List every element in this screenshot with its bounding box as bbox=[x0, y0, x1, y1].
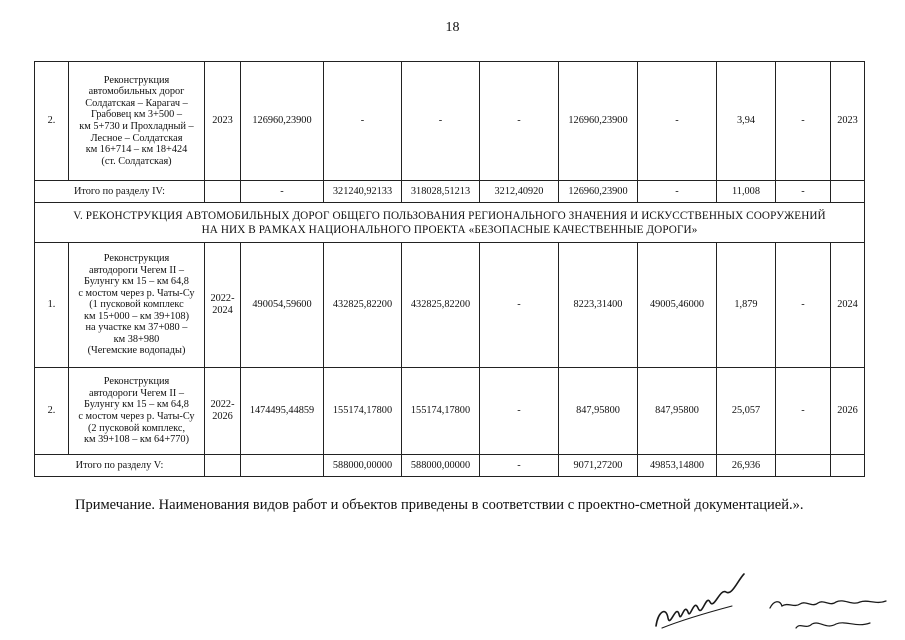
cell-c5: 155174,17800 bbox=[324, 368, 402, 455]
total-c6: 588000,00000 bbox=[402, 455, 480, 477]
cell-c10: 1,879 bbox=[717, 243, 776, 368]
cell-c4: 1474495,44859 bbox=[241, 368, 324, 455]
cell-c4: 126960,23900 bbox=[241, 62, 324, 181]
total-c4: - bbox=[241, 181, 324, 203]
cell-c7: - bbox=[480, 243, 559, 368]
total-c7: 3212,40920 bbox=[480, 181, 559, 203]
total-c9: 49853,14800 bbox=[638, 455, 717, 477]
footnote: Примечание. Наименования видов работ и объектов приведены в соответствии с проектно-сметной документацией.». bbox=[75, 497, 804, 513]
cell-c11: - bbox=[776, 368, 831, 455]
row-number: 1. bbox=[35, 243, 69, 368]
cell-c8: 126960,23900 bbox=[559, 62, 638, 181]
table-row bbox=[35, 243, 865, 368]
cell-c9: 49005,46000 bbox=[638, 243, 717, 368]
cell-c12: 2026 bbox=[831, 368, 865, 455]
total-label: Итого по разделу V: bbox=[35, 455, 205, 477]
total-c10: 26,936 bbox=[717, 455, 776, 477]
total-row-section-4 bbox=[35, 181, 865, 203]
handwritten-name-and-date bbox=[766, 590, 896, 636]
cell-c7: - bbox=[480, 368, 559, 455]
cell-c8: 847,95800 bbox=[559, 368, 638, 455]
cell-c5: - bbox=[324, 62, 402, 181]
total-c11: - bbox=[776, 181, 831, 203]
handwritten-signature bbox=[652, 568, 752, 636]
total-c7: - bbox=[480, 455, 559, 477]
section-heading: V. РЕКОНСТРУКЦИЯ АВТОМОБИЛЬНЫХ ДОРОГ ОБЩЕГО ПОЛЬЗОВАНИЯ РЕГИОНАЛЬНОГО ЗНАЧЕНИЯ И ИСКУССТВЕННЫХ СООРУЖЕНИЙ НА НИХ В РАМКАХ НАЦИОНАЛЬНОГО ПРОЕКТА «БЕЗОПАСНЫЕ КАЧЕСТВЕННЫЕ ДОРОГИ» bbox=[35, 203, 865, 243]
period-cell: 2022- 2024 bbox=[205, 243, 241, 368]
cell-c7: - bbox=[480, 62, 559, 181]
cell-c12: 2023 bbox=[831, 62, 865, 181]
row-number: 2. bbox=[35, 368, 69, 455]
total-c9: - bbox=[638, 181, 717, 203]
cell-c6: 155174,17800 bbox=[402, 368, 480, 455]
cell-c9: - bbox=[638, 62, 717, 181]
total-row-section-5 bbox=[35, 455, 865, 477]
cell-c11: - bbox=[776, 243, 831, 368]
total-c12 bbox=[831, 455, 865, 477]
total-c5: 321240,92133 bbox=[324, 181, 402, 203]
cell-c9: 847,95800 bbox=[638, 368, 717, 455]
cell-c6: - bbox=[402, 62, 480, 181]
total-period bbox=[205, 455, 241, 477]
total-c8: 9071,27200 bbox=[559, 455, 638, 477]
total-c4 bbox=[241, 455, 324, 477]
period-cell: 2022- 2026 bbox=[205, 368, 241, 455]
row-number: 2. bbox=[35, 62, 69, 181]
cell-c10: 25,057 bbox=[717, 368, 776, 455]
cell-c4: 490054,59600 bbox=[241, 243, 324, 368]
cell-c5: 432825,82200 bbox=[324, 243, 402, 368]
investment-table bbox=[34, 61, 865, 477]
total-c6: 318028,51213 bbox=[402, 181, 480, 203]
table-row bbox=[35, 368, 865, 455]
cell-c12: 2024 bbox=[831, 243, 865, 368]
object-name: Реконструкция автодороги Чегем II – Булунгу км 15 – км 64,8 с мостом через р. Чаты-Су (2 пусковой комплекс, км 39+108 – км 64+770) bbox=[69, 368, 205, 455]
total-c12 bbox=[831, 181, 865, 203]
period-cell: 2023 bbox=[205, 62, 241, 181]
cell-c10: 3,94 bbox=[717, 62, 776, 181]
total-c5: 588000,00000 bbox=[324, 455, 402, 477]
total-period bbox=[205, 181, 241, 203]
cell-c6: 432825,82200 bbox=[402, 243, 480, 368]
total-c8: 126960,23900 bbox=[559, 181, 638, 203]
object-name: Реконструкция автомобильных дорог Солдатская – Карагач – Грабовец км 3+500 – км 5+730 и Прохладный – Лесное – Солдатская км 16+714 – км 18+424 (ст. Солдатская) bbox=[69, 62, 205, 181]
page-number: 18 bbox=[445, 20, 460, 35]
cell-c8: 8223,31400 bbox=[559, 243, 638, 368]
cell-c11: - bbox=[776, 62, 831, 181]
table-row bbox=[35, 62, 865, 181]
total-label: Итого по разделу IV: bbox=[35, 181, 205, 203]
total-c10: 11,008 bbox=[717, 181, 776, 203]
section-heading-row bbox=[35, 203, 865, 243]
object-name: Реконструкция автодороги Чегем II – Булунгу км 15 – км 64,8 с мостом через р. Чаты-Су (1 пусковой комплекс км 15+000 – км 39+108) на участке км 37+080 – км 38+980 (Чегемские водопады) bbox=[69, 243, 205, 368]
total-c11 bbox=[776, 455, 831, 477]
